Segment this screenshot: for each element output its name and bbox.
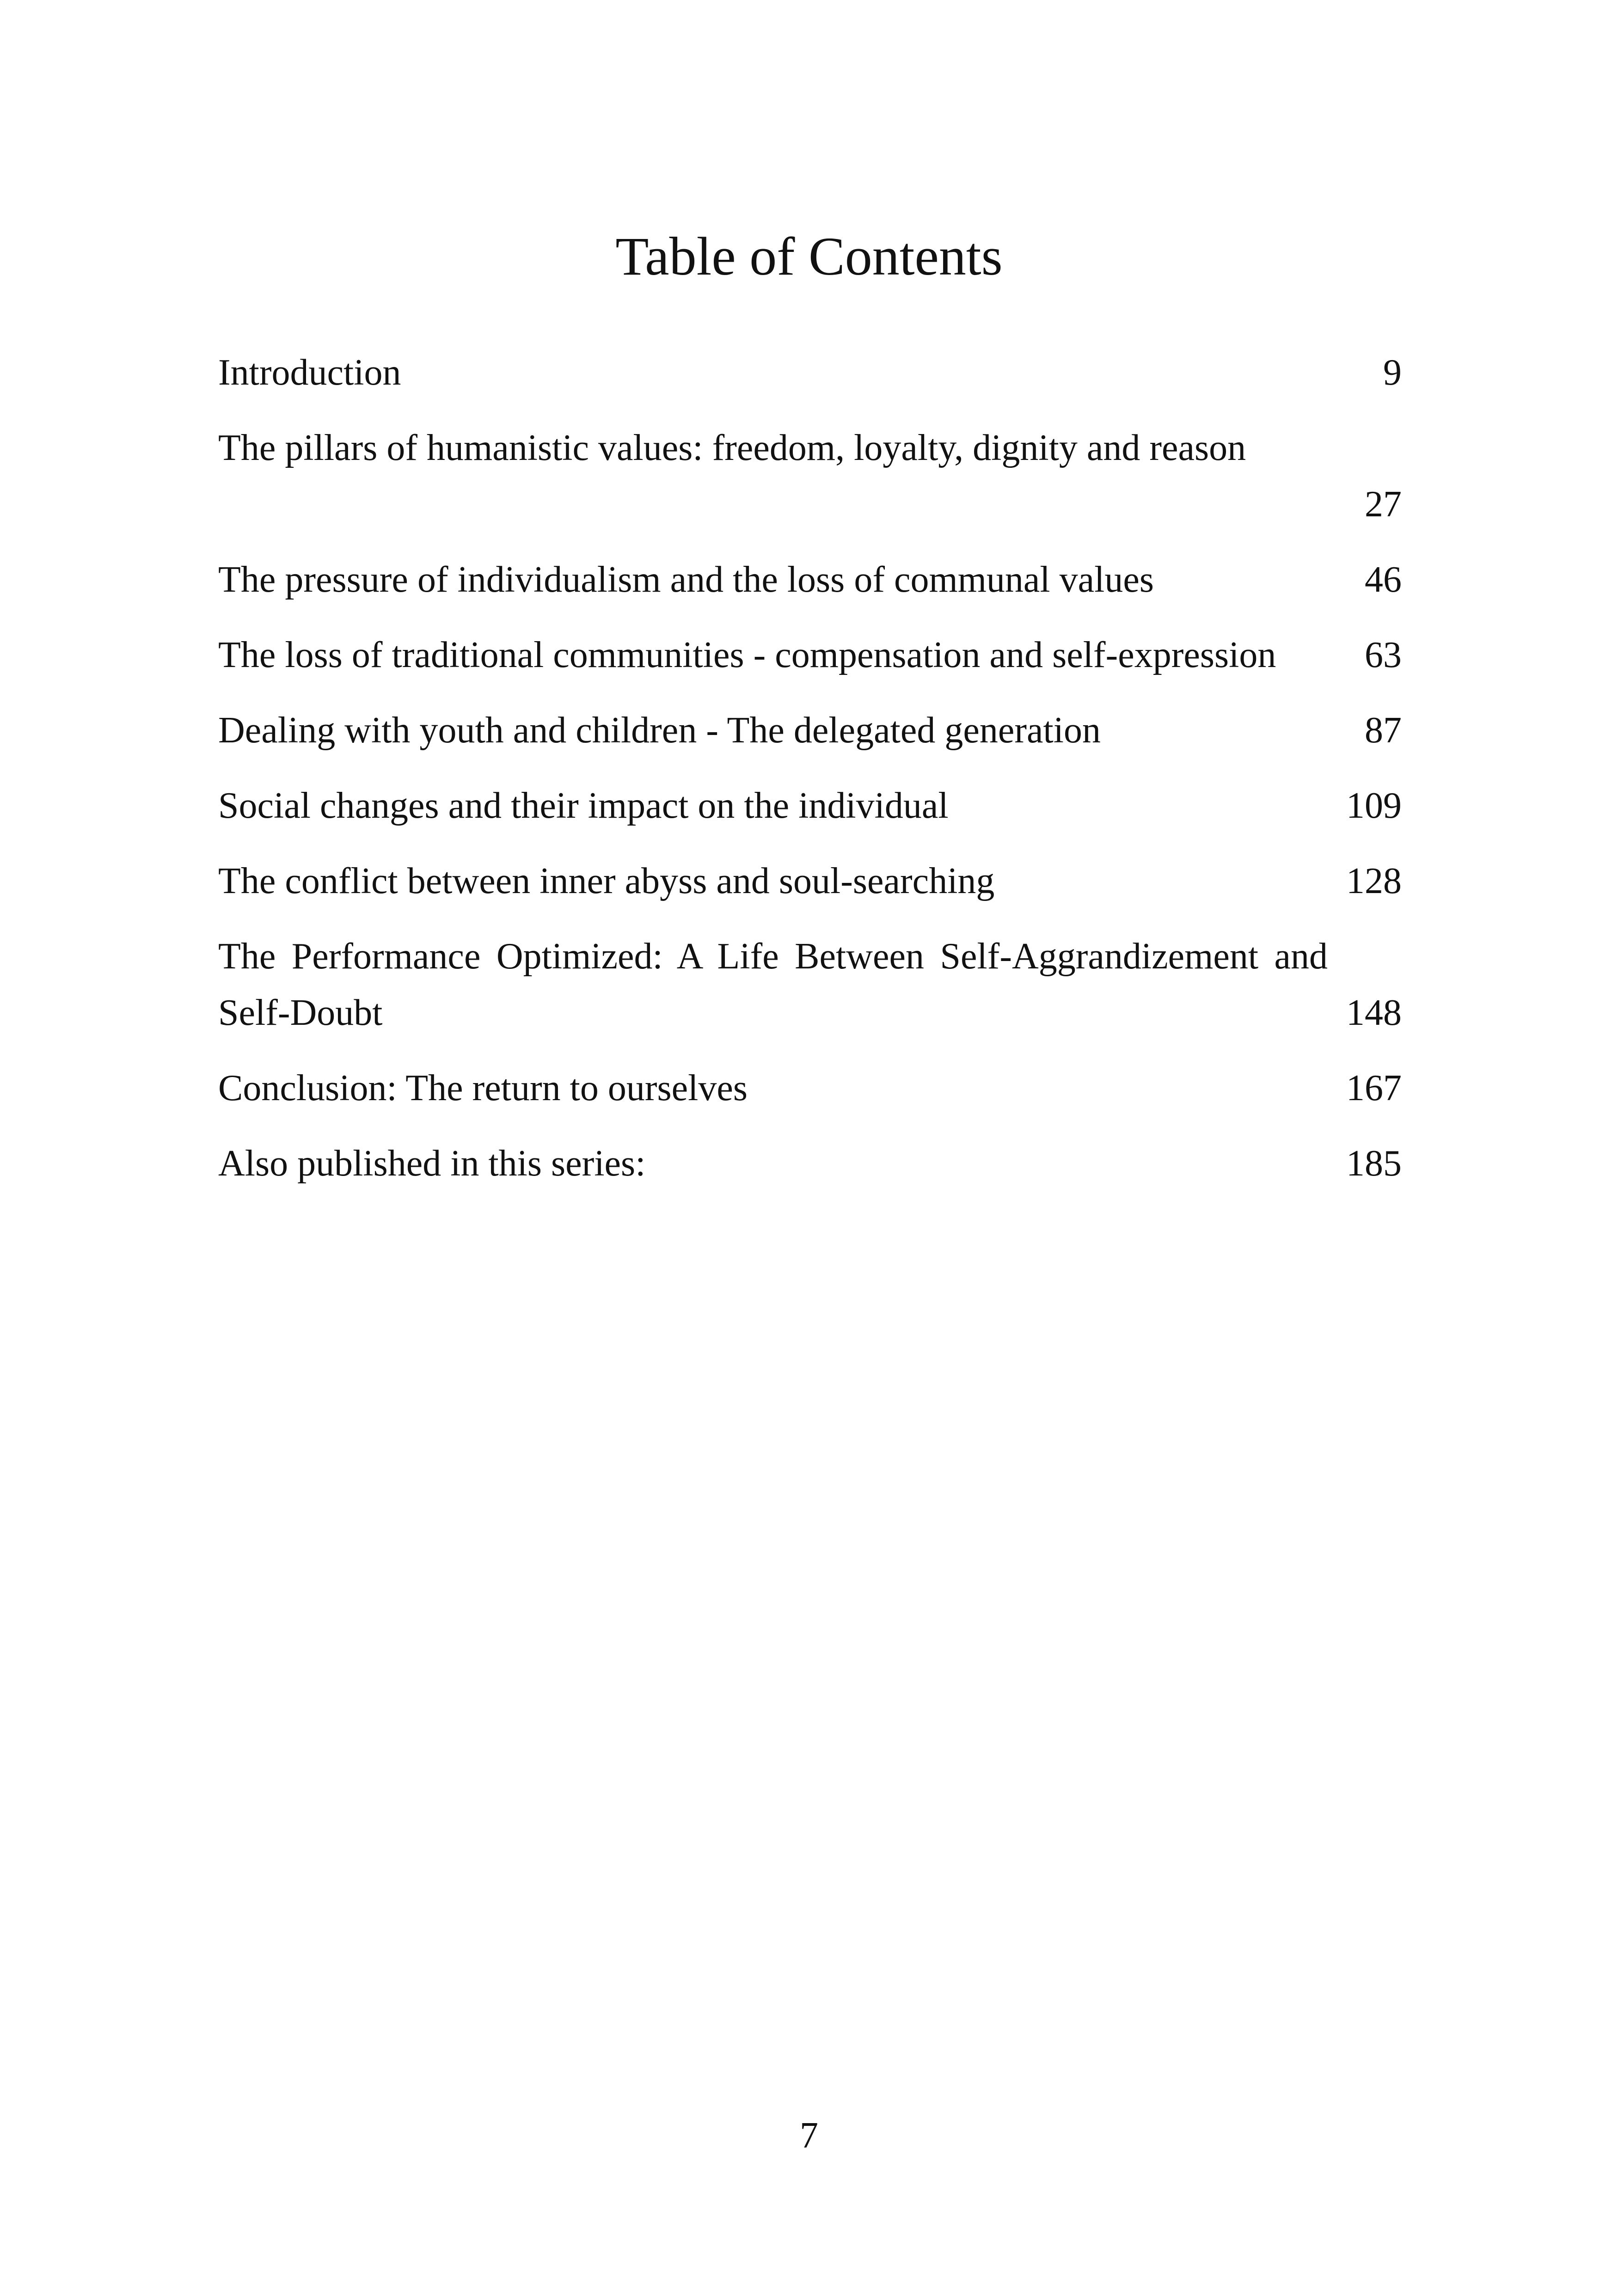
toc-entry-title: Dealing with youth and children - The delegated generation: [218, 710, 1101, 751]
toc-entry: [218, 928, 1402, 1041]
toc-entry: [218, 1060, 1402, 1116]
toc-entry-title: The loss of traditional communities - compensation and self-expression: [218, 635, 1276, 675]
toc-entry: [218, 420, 1402, 533]
toc-entry-page: 87: [1365, 710, 1402, 751]
toc-entry: [218, 1135, 1402, 1192]
toc-entry-page: 128: [1346, 861, 1402, 901]
toc-entry-page: 9: [1383, 352, 1402, 393]
toc-entry-page: 109: [1346, 785, 1402, 826]
toc-entry-page: 185: [1346, 1143, 1402, 1184]
toc-entry-page: 46: [1365, 559, 1402, 600]
toc-entry: [218, 778, 1402, 834]
toc-entry-title: The conflict between inner abyss and soul-searching: [218, 861, 995, 901]
toc-entry-title: Conclusion: The return to ourselves: [218, 1068, 748, 1108]
toc-entry-title: Introduction: [218, 352, 401, 393]
toc-entry: [218, 853, 1402, 909]
toc-entry: [218, 551, 1402, 608]
toc-entry-title: The Performance Optimized: A Life Between Self-Aggrandizement and Self-Doubt: [218, 936, 1328, 1033]
toc-entry-title: Also published in this series:: [218, 1143, 646, 1184]
toc-entry-title: The pressure of individualism and the loss of communal values: [218, 559, 1154, 600]
toc-entry-page: 63: [1365, 635, 1402, 675]
page-number: 7: [800, 2115, 818, 2156]
toc-entry-page: 167: [1346, 1068, 1402, 1108]
toc-entry: [218, 627, 1402, 683]
toc-entry-title: Social changes and their impact on the individual: [218, 785, 949, 826]
toc-entry-page: 27: [1365, 484, 1402, 525]
toc-heading: Table of Contents: [615, 226, 1003, 287]
toc-entry-page: 148: [1346, 992, 1402, 1033]
toc-list: [218, 344, 1402, 1211]
toc-entry: [218, 344, 1402, 401]
toc-entry: [218, 702, 1402, 759]
toc-entry-title: The pillars of humanistic values: freedom, loyalty, dignity and reason: [218, 428, 1246, 468]
